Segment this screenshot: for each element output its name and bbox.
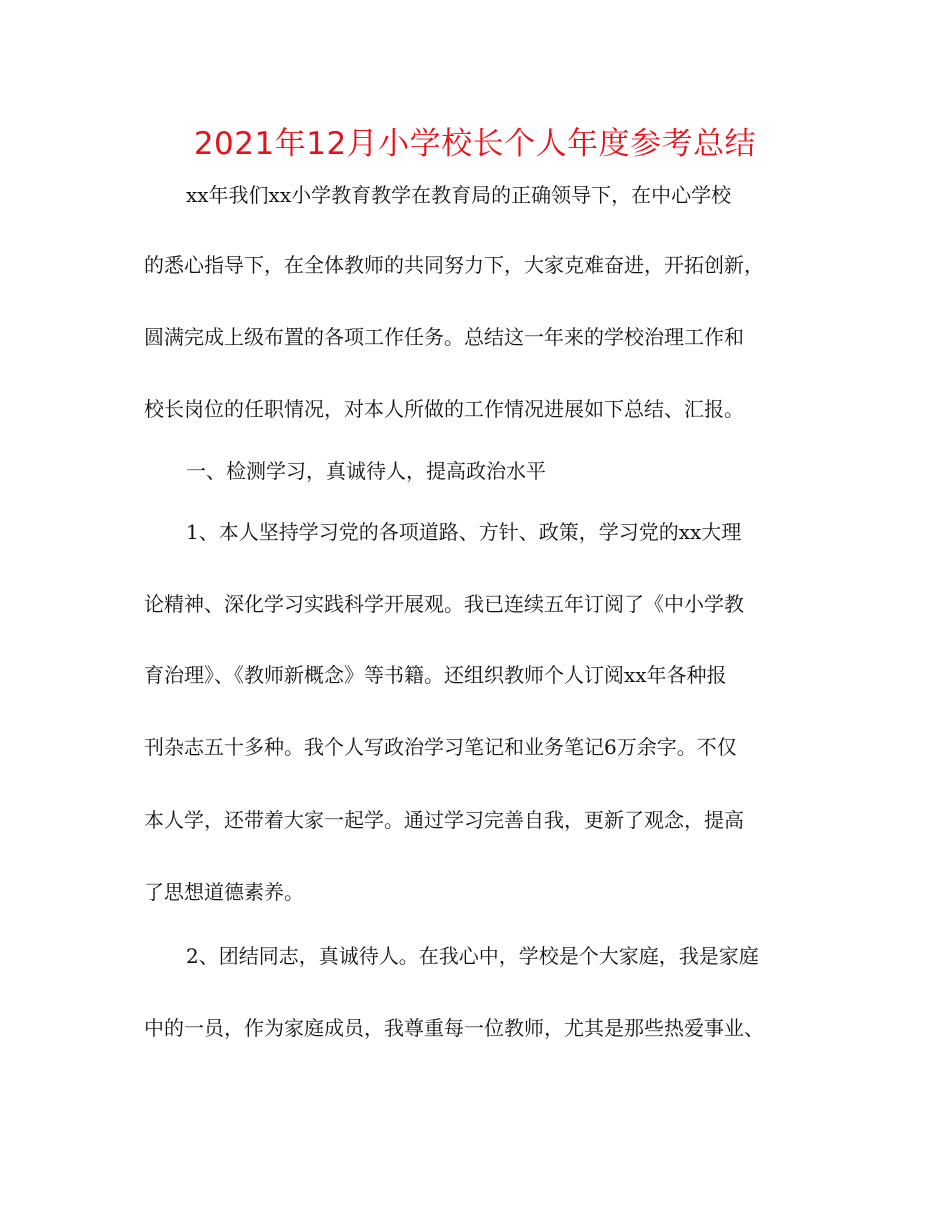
paragraph-line: 的悉心指导下，在全体教师的共同努力下，大家克难奋进，开拓创新，	[144, 253, 764, 277]
paragraph-line: xx年我们xx小学教育教学在教育局的正确领导下，在中心学校	[186, 183, 732, 207]
section-heading: 一、检测学习，真诚待人，提高政治水平	[186, 459, 546, 483]
document-title: 2021年12月小学校长个人年度参考总结	[193, 126, 757, 162]
paragraph-line: 本人学，还带着大家一起学。通过学习完善自我，更新了观念，提高	[144, 808, 744, 832]
paragraph-line: 中的一员，作为家庭成员，我尊重每一位教师，尤其是那些热爱事业、	[144, 1016, 764, 1040]
paragraph-line: 论精神、深化学习实践科学开展观。我已连续五年订阅了《中小学教	[144, 592, 744, 616]
paragraph-line: 了思想道德素养。	[144, 880, 304, 904]
paragraph-line: 1、本人坚持学习党的各项道路、方针、政策，学习党的xx大理	[186, 520, 742, 544]
paragraph-line: 2、团结同志，真诚待人。在我心中，学校是个大家庭，我是家庭	[186, 944, 759, 968]
paragraph-line: 育治理》、《教师新概念》等书籍。还组织教师个人订阅xx年各种报	[144, 663, 727, 687]
paragraph-line: 刊杂志五十多种。我个人写政治学习笔记和业务笔记6万余字。不仅	[144, 735, 737, 759]
paragraph-line: 校长岗位的任职情况，对本人所做的工作情况进展如下总结、汇报。	[144, 397, 744, 421]
paragraph-line: 圆满完成上级布置的各项工作任务。总结这一年来的学校治理工作和	[144, 325, 744, 349]
